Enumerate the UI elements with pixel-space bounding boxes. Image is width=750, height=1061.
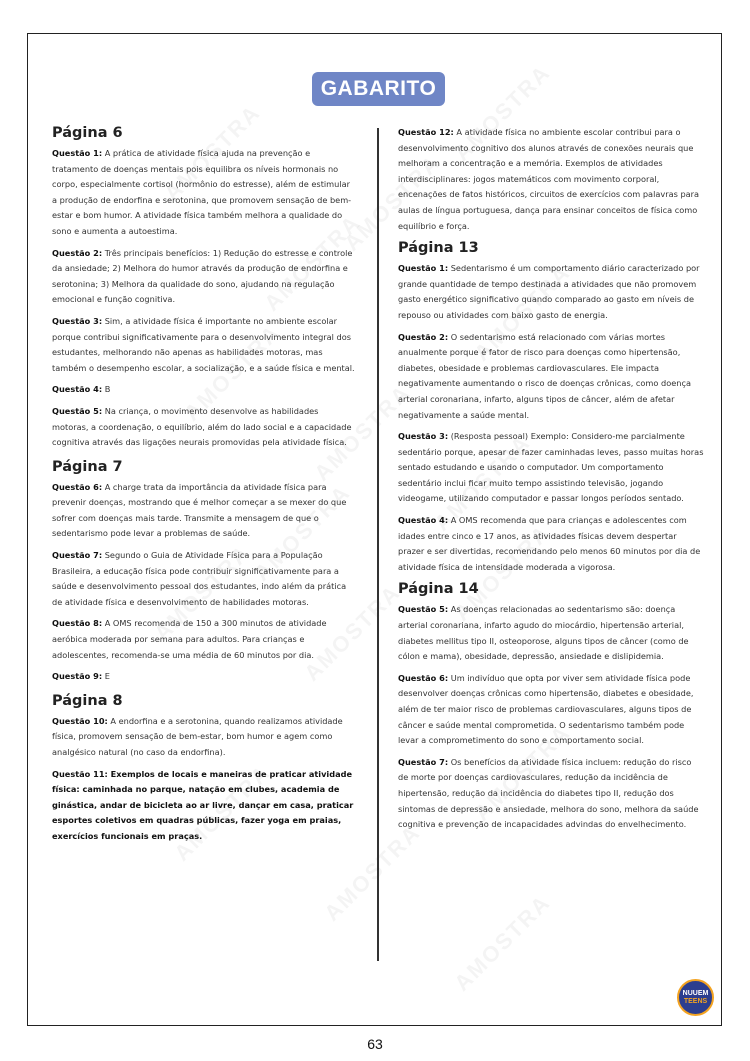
answer-text: Exemplos de locais e maneiras de praticar atividade física: caminhada no parque, natação em clubes, academia de ginástica, andar de bicicleta ao ar livre, dançar em casa, praticar esportes coletivos em quadras públicas, fazer yoga em praias, exercícios funcionais em praças. (52, 768, 354, 841)
answer-text: Sedentarismo é um comportamento diário caracterizado por grande quantidade de tempo destinada a atividades que não promovem gasto energético significativo quando comparado ao gasto em níveis de repouso ou atividades com baixo gasto de energia. (398, 263, 700, 320)
question-label: Questão 4: (398, 515, 449, 526)
logo-line-1: NUUEM (682, 989, 709, 997)
question-label: Questão 12: (398, 127, 454, 137)
answer-item (52, 146, 356, 240)
section-heading: Página 6 (52, 125, 123, 141)
page-number: 63 (367, 1036, 383, 1052)
answer-text: Segundo o Guia de Atividade Física para a População Brasileira, a educação física pode contribuir significativamente para a saúde e desenvolvimento pessoal dos estudantes, indo além da prática de atividade física e desenvolvimento de habilidades motoras. (52, 550, 347, 607)
question-label: Questão 9: (52, 671, 103, 682)
question-label: Questão 7: (52, 550, 103, 561)
answer-item (52, 314, 356, 376)
answer-item (52, 382, 356, 398)
answer-item (398, 261, 704, 323)
answer-item (52, 714, 356, 761)
section-heading: Página 13 (398, 240, 479, 257)
question-label: Questão 6: (52, 481, 103, 492)
logo-line-2: TEENS (683, 997, 708, 1005)
answer-item (398, 125, 704, 234)
answer-text: Sim, a atividade física é importante no ambiente escolar porque contribui significativamente para o desenvolvimento integral dos estudantes, melhorando não apenas as habilidades motoras, mas também o desempenho escolar, a socialização, e a saúde física e mental. (52, 315, 355, 373)
answer-text: E (102, 671, 110, 682)
question-label: Questão 8: (52, 618, 103, 629)
answer-text: A prática de atividade física ajuda na prevenção e tratamento de doenças mentais pois equilibra os níveis hormonais no corpo, especialmente cortisol (hormônio do estresse), além de estimular a produção de endorfina e serotonina, que promovem sensação de bem-estar e bom humor. A atividade física também melhora a qualidade do sono e aumenta a autoestima. (52, 148, 352, 236)
answer-item (398, 755, 704, 833)
answer-item (398, 429, 704, 507)
column-divider (377, 128, 379, 961)
question-label: Questão 10: (52, 715, 108, 726)
answer-item (398, 513, 704, 575)
answer-item (52, 548, 356, 610)
question-label: Questão 6: (398, 672, 449, 683)
answer-text: A OMS recomenda que para crianças e adolescentes com idades entre cinco e 17 anos, as atividades físicas devem despertar prazer e ser divertidas, recomendando pelo menos 60 minutos por dia de atividade física de intensidade moderada a vigorosa. (398, 515, 701, 572)
answer-text: Os benefícios da atividade física incluem: redução do risco de morte por doenças cardiovasculares, redução da incidência de hipertensão, redução da incidência do diabetes tipo II, redução dos sintomas de depressão e ansiedade, melhora do sono, melhora da saúde cognitiva e prevenção de incapacidades advindas do envelhecimento. (398, 756, 699, 830)
answer-text: A atividade física no ambiente escolar contribui para o desenvolvimento cognitivo dos alunos através de conexões neurais que melhoram a concentração e a memória. Exemplos de atividades interdisciplinares: jogos matemáticos com movimento corporal, encenações de fatos históricos, circuitos de exercícios com palavras para aulas de língua portuguesa, dança para ensinar conceitos de física como equilíbrio e força. (398, 127, 700, 231)
question-label: Questão 1: (398, 263, 449, 274)
nuvem-teens-logo (677, 979, 714, 1016)
answer-text: Na criança, o movimento desenvolve as habilidades motoras, a coordenação, o equilíbrio, além do lado social e a capacidade cognitiva através das ligações neurais promovidas pela atividade física. (52, 405, 352, 448)
question-label: Questão 3: (398, 431, 449, 442)
question-label: Questão 2: (52, 247, 103, 258)
answer-item (52, 246, 356, 308)
answer-item (52, 480, 356, 542)
question-label: Questão 4: (52, 384, 103, 395)
left-column (52, 125, 356, 851)
answer-item (52, 669, 356, 685)
section-heading: Página 7 (52, 458, 123, 475)
question-label: Questão 1: (52, 148, 103, 158)
page-title: GABARITO (312, 72, 445, 106)
answer-text: A endorfina e a serotonina, quando realizamos atividade física, promovem sensação de bem-estar, bom humor e agem como analgésico natural (no caso da endorfina). (52, 715, 343, 757)
answer-text: Três principais benefícios: 1) Redução do estresse e controle da ansiedade; 2) Melhora do humor através da produção de endorfina e serotonina; 3) Melhora da qualidade do sono, ajudando na regulação emocional e função cognitiva. (52, 247, 353, 305)
question-label: Questão 2: (398, 331, 449, 342)
section-heading: Página 14 (398, 581, 479, 598)
answer-text: O sedentarismo está relacionado com várias mortes anualmente porque é fator de risco para doenças como hipertensão, diabetes, obesidade e problemas cardiovasculares. Ele impacta negativamente aumentando o risco de doenças crônicas, como doença arterial coronariana, infarto, alguns tipos de câncer, além de afetar negativamente a saúde mental. (398, 331, 691, 420)
answer-item (398, 330, 704, 424)
question-label: Questão 5: (398, 604, 449, 615)
answer-item (398, 671, 704, 749)
answer-item (398, 602, 704, 664)
answer-item (52, 616, 356, 663)
question-label: Questão 11: (52, 768, 108, 779)
answer-item (52, 767, 356, 845)
question-label: Questão 5: (52, 405, 103, 416)
answer-text: A charge trata da importância da atividade física para prevenir doenças, mostrando que é melhor começar a se mexer do que sofrer com doenças mais tarde. Transmite a mensagem de que o sedentarismo pode levar a problemas de saúde. (52, 481, 347, 539)
right-column (398, 125, 704, 839)
answer-text: As doenças relacionadas ao sedentarismo são: doença arterial coronariana, infarto agudo do miocárdio, hipertensão arterial, diabetes mellitus tipo II, osteoporose, alguns tipos de câncer (como de cólon e mama), obesidade, depressão, ansiedade e dislipidemia. (398, 604, 689, 662)
answer-item (52, 404, 356, 451)
section-heading: Página 8 (52, 692, 123, 709)
answer-text: B (102, 384, 111, 395)
answer-text: (Resposta pessoal) Exemplo: Considero-me parcialmente sedentário porque, apesar de fazer caminhadas leves, passo muitas horas sentado estudando e usando o computador. Um comportamento sedentário inclui ficar muito tempo assistindo televisão, jogando videogame, utilizando computador e passar longos períodos sentado. (398, 431, 704, 504)
question-label: Questão 3: (52, 315, 103, 326)
answer-text: Um indivíduo que opta por viver sem atividade física pode desenvolver doenças crônicas como hipertensão, diabetes e obesidade, além de ter maior risco de problemas cardiovasculares, alguns tipos de câncer e saúde mental comprometida. O sedentarismo também pode levar a comprometimento do sono e comportamento social. (398, 672, 694, 746)
answer-text: A OMS recomenda de 150 a 300 minutos de atividade aeróbica moderada por semana para adultos. Para crianças e adolescentes, recomenda-se uma média de 60 minutos por dia. (52, 618, 327, 660)
question-label: Questão 7: (398, 756, 449, 767)
